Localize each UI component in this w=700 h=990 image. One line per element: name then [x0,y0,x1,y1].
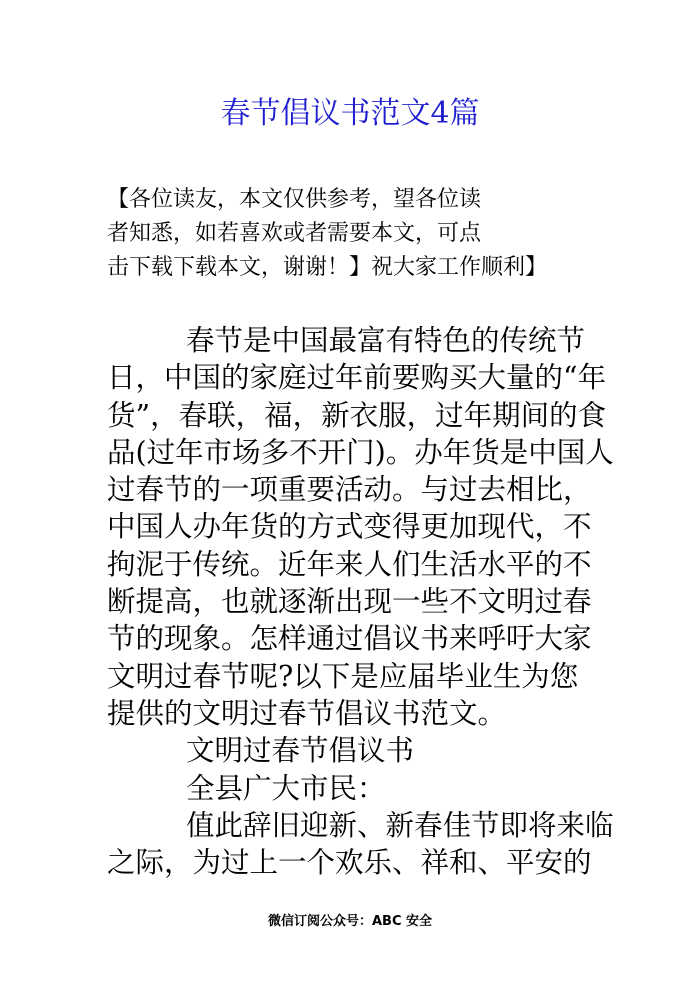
proposal-heading: 文明过春节倡议书 [186,734,415,768]
body-line: 值此辞旧迎新、新春佳节即将来临 [186,808,614,842]
notice-line: 【各位读友，本文仅供参考，望各位读 [107,187,482,212]
body-line: 断提高，也就逐渐出现一些不文明过春 [107,585,592,619]
notice-line: 击下载下载本文，谢谢！】祝大家工作顺利】 [107,255,548,280]
article-body [107,322,614,881]
body-line: 春节是中国最富有特色的传统节 [186,324,586,357]
body-line: 之际，为过上一个欢乐、祥和、平安的 [107,846,592,880]
notice-line: 者知悉，如若喜欢或者需要本文，可点 [107,221,482,246]
body-line: 拘泥于传统。近年来人们生活水平的不 [107,547,592,581]
body-line: 中国人办年货的方式变得更加现代，不 [107,510,592,544]
body-line: 过春节的一项重要活动。与过去相比， [107,473,592,507]
body-line: 日，中国的家庭过年前要购买大量的“年 [107,361,607,395]
page-footer: 微信订阅公众号：ABC 安全 [267,914,433,929]
page-title: 春节倡议书范文4篇 [220,96,480,131]
body-line: 文明过春节呢?以下是应届毕业生为您 [107,659,579,693]
reader-notice [107,183,577,285]
salutation: 全县广大市民： [186,771,386,805]
body-line: 货”，春联，福，新衣服，过年期间的食 [107,398,607,432]
body-line: 品(过年市场多不开门)。办年货是中国人 [107,435,614,469]
body-line: 提供的文明过春节倡议书范文。 [107,696,507,730]
body-line: 节的现象。怎样通过倡议书来呼吁大家 [107,622,592,656]
